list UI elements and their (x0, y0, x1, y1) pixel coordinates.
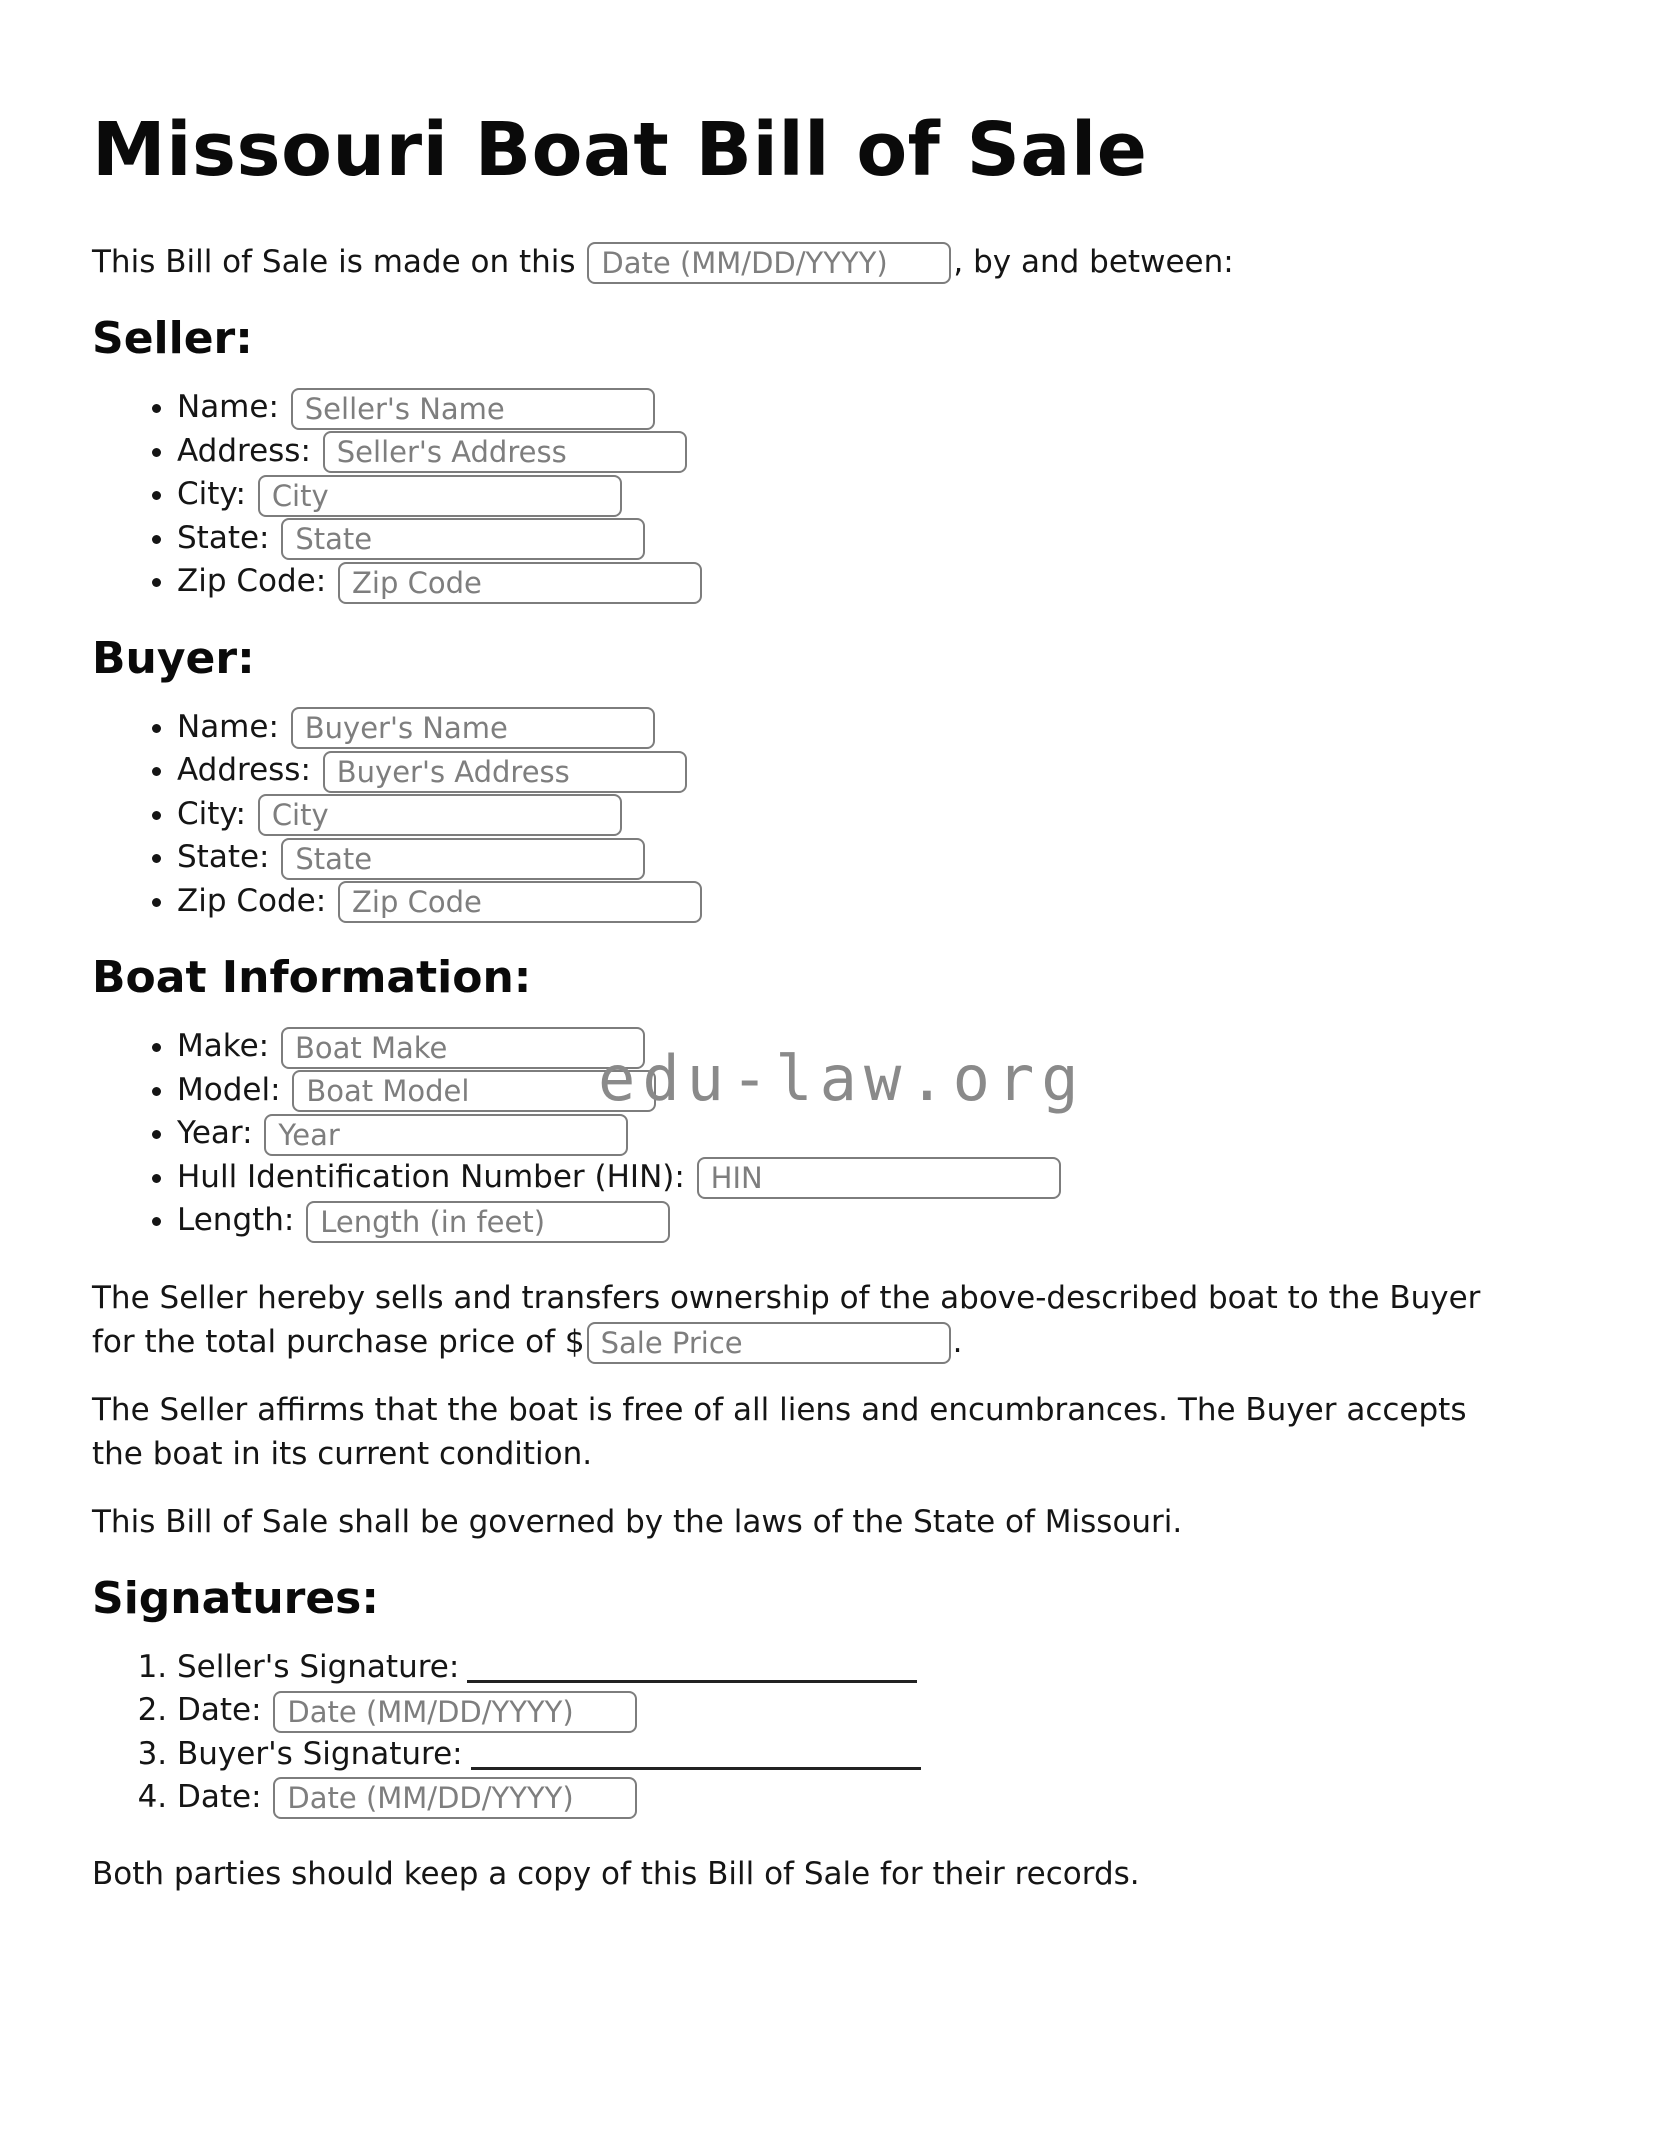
sale-clause-line1: The Seller hereby sells and transfers ownership of the above-described boat to the Buyer (92, 1279, 1481, 1316)
buyer-zip-input[interactable] (338, 881, 702, 923)
signatures-heading: Signatures: (92, 1573, 379, 1625)
seller-state-row (177, 517, 1576, 561)
governing-law-clause: This Bill of Sale shall be governed by the laws of the State of Missouri. (92, 1504, 1183, 1541)
boat-model-input[interactable] (292, 1070, 656, 1112)
buyer-state-row (177, 836, 1576, 880)
field-label: City: (177, 795, 246, 832)
intro-prefix: This Bill of Sale is made on this (92, 243, 576, 280)
seller-name-input[interactable] (291, 388, 655, 430)
field-label: State: (177, 839, 270, 876)
liens-clause-line1: The Seller affirms that the boat is free of all liens and encumbrances. The Buyer accepts (92, 1392, 1467, 1429)
buyer-address-input[interactable] (323, 751, 687, 793)
buyer-heading: Buyer: (92, 632, 255, 684)
boat-hin-input[interactable] (697, 1157, 1061, 1199)
boat-year-row (177, 1112, 1576, 1156)
buyer-name-row (177, 706, 1576, 750)
records-note: Both parties should keep a copy of this Bill of Sale for their records. (92, 1856, 1140, 1893)
boat-info-heading: Boat Information: (92, 952, 532, 1004)
buyer-state-input[interactable] (281, 838, 645, 880)
boat-make-row (177, 1025, 1576, 1069)
field-label: Name: (177, 389, 279, 426)
boat-field-list (92, 1025, 1576, 1243)
buyer-signature-row (177, 1733, 1576, 1776)
sale-clause-line2-suffix: . (952, 1323, 963, 1360)
liens-clause-line2: the boat in its current condition. (92, 1436, 593, 1473)
seller-field-list (92, 386, 1576, 604)
seller-city-input[interactable] (258, 475, 622, 517)
field-label: Seller's Signature: (177, 1649, 460, 1686)
liens-clause (92, 1388, 1576, 1476)
field-label: Address: (177, 432, 311, 469)
signature-list (92, 1646, 1576, 1819)
seller-sign-date-input[interactable] (273, 1691, 637, 1733)
field-label: Year: (177, 1115, 253, 1152)
seller-address-row (177, 430, 1576, 474)
buyer-city-row (177, 793, 1576, 837)
buyer-field-list (92, 706, 1576, 924)
buyer-address-row (177, 749, 1576, 793)
field-label: Make: (177, 1028, 270, 1065)
seller-zip-row (177, 560, 1576, 604)
boat-length-input[interactable] (306, 1201, 670, 1243)
field-label: Zip Code: (177, 882, 327, 919)
field-label: Address: (177, 752, 311, 789)
field-label: Hull Identification Number (HIN): (177, 1158, 685, 1195)
seller-sign-date-row (177, 1689, 1576, 1733)
boat-year-input[interactable] (264, 1114, 628, 1156)
field-label: State: (177, 519, 270, 556)
boat-model-row (177, 1069, 1576, 1113)
intro-sentence (92, 240, 1576, 285)
seller-address-input[interactable] (323, 431, 687, 473)
seller-signature-row (177, 1646, 1576, 1689)
sale-price-input[interactable] (587, 1322, 951, 1364)
intro-suffix: , by and between: (953, 243, 1234, 280)
seller-state-input[interactable] (281, 518, 645, 560)
field-label: Date: (177, 1692, 262, 1729)
seller-zip-input[interactable] (338, 562, 702, 604)
buyer-name-input[interactable] (291, 707, 655, 749)
seller-city-row (177, 473, 1576, 517)
buyer-city-input[interactable] (258, 794, 622, 836)
watermark: edu-law.org (598, 1042, 1086, 1115)
sale-clause-line2-prefix: for the total purchase price of $ (92, 1323, 585, 1360)
document-title: Missouri Boat Bill of Sale (92, 107, 1148, 193)
field-label: Date: (177, 1778, 262, 1815)
buyer-sign-date-row (177, 1776, 1576, 1820)
boat-make-input[interactable] (281, 1027, 645, 1069)
field-label: City: (177, 476, 246, 513)
field-label: Zip Code: (177, 563, 327, 600)
boat-hin-row (177, 1156, 1576, 1200)
sale-date-input[interactable] (587, 242, 951, 284)
buyer-sign-date-input[interactable] (273, 1777, 637, 1819)
seller-signature-line[interactable] (467, 1680, 917, 1683)
seller-heading: Seller: (92, 313, 253, 365)
buyer-zip-row (177, 880, 1576, 924)
seller-name-row (177, 386, 1576, 430)
field-label: Length: (177, 1202, 295, 1239)
buyer-signature-line[interactable] (471, 1767, 921, 1770)
boat-length-row (177, 1199, 1576, 1243)
field-label: Buyer's Signature: (177, 1735, 463, 1772)
field-label: Model: (177, 1071, 281, 1108)
sale-clause (92, 1276, 1576, 1365)
field-label: Name: (177, 708, 279, 745)
